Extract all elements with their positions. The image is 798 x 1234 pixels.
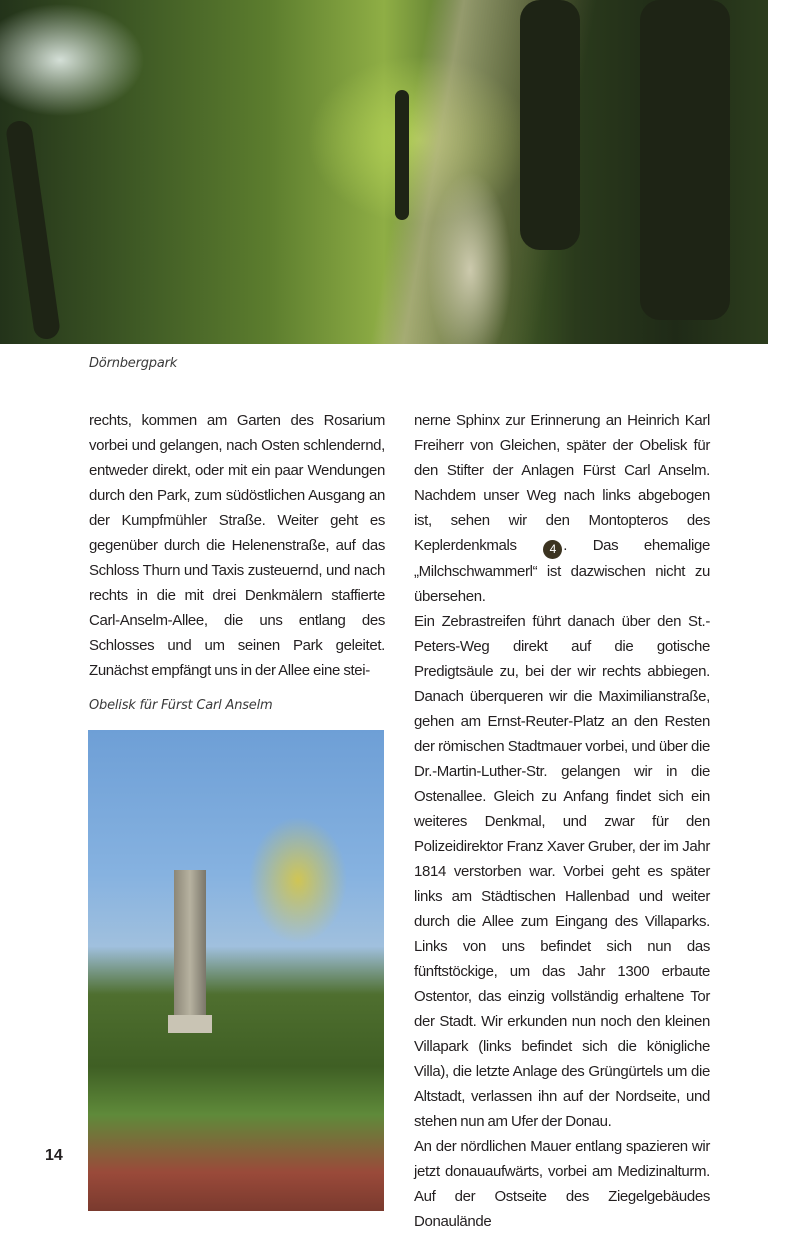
photo-obelisk bbox=[88, 730, 384, 1211]
map-marker-badge: 4 bbox=[543, 540, 562, 559]
tree-trunk bbox=[640, 0, 730, 320]
paragraph: Ein Zebrastreifen führt danach über den St.-Peters-Weg direkt auf die gotische Predigtsäule zu, bei der wir rechts abbiegen. Danach überqueren wir die Maximilianstraße, gehen am Ernst-Reuter-Platz an den Resten der römischen Stadtmauer vorbei, und über die Dr.-Martin-Luther-Str. gelangen wir in die Ostenallee. Gleich zu Anfang findet sich ein weiteres Denkmal, und zwar für den Polizeidirektor Franz Xaver Gruber, der im Jahr 1814 verstorben war. Vorbei geht es später links am Städtischen Hallenbad und weiter durch die Allee zum Eingang des Villaparks. Links von uns befindet sich nun das fünftstöckige, um das Jahr 1300 erbaute Ostentor, das einzig vollständig erhaltene Tor der Stadt. Wir erkunden nun noch den kleinen Villapark (links befindet sich die königliche Villa), die letzte Anlage des Grüngürtels um die Altstadt, verlassen ihn auf der Nordseite, und stehen nun am Ufer der Donau. bbox=[414, 613, 710, 1130]
tree-trunk bbox=[5, 119, 61, 340]
obelisk-base bbox=[168, 1015, 212, 1033]
text-column-left bbox=[89, 408, 385, 683]
page-number: 14 bbox=[45, 1147, 63, 1164]
paragraph bbox=[414, 408, 710, 609]
tree-trunk bbox=[520, 0, 580, 250]
tree-trunk bbox=[395, 90, 409, 220]
paragraph: An der nördlichen Mauer entlang spazieren wir jetzt donauaufwärts, vorbei am Medizinalturm. Auf der Ostseite des Ziegelgebäudes Donaulände bbox=[414, 1138, 710, 1230]
paragraph-text: nerne Sphinx zur Erinnerung an Heinrich Karl Freiherr von Gleichen, später der Obelisk für den Stifter der Anlagen Fürst Carl Anselm. Nachdem unser Weg nach links abgebogen ist, sehen wir den Montopteros des Keplerdenkmals bbox=[414, 412, 710, 554]
photo-doernbergpark bbox=[0, 0, 768, 344]
text-column-right bbox=[414, 408, 710, 1234]
obelisk-shape bbox=[174, 870, 206, 1020]
photo-caption-top: Dörnbergpark bbox=[89, 356, 178, 371]
paragraph-text: . Das ehemalige „Milchschwammerl“ ist dazwischen nicht zu übersehen. bbox=[414, 537, 710, 605]
paragraph: rechts, kommen am Garten des Rosarium vorbei und gelangen, nach Osten schlendernd, entweder direkt, oder mit ein paar Wendungen durch den Park, zum südöstlichen Ausgang an der Kumpfmühler Straße. Weiter geht es gegenüber durch die Helenenstraße, auf das Schloss Thurn und Taxis zusteuernd, und nach rechts in die mit drei Denkmälern staffierte Carl-Anselm-Allee, die uns entlang des Schlosses und um seinen Park geleitet. Zunächst empfängt uns in der Allee eine stei- bbox=[89, 412, 385, 679]
photo-caption-bottom: Obelisk für Fürst Carl Anselm bbox=[89, 698, 273, 713]
